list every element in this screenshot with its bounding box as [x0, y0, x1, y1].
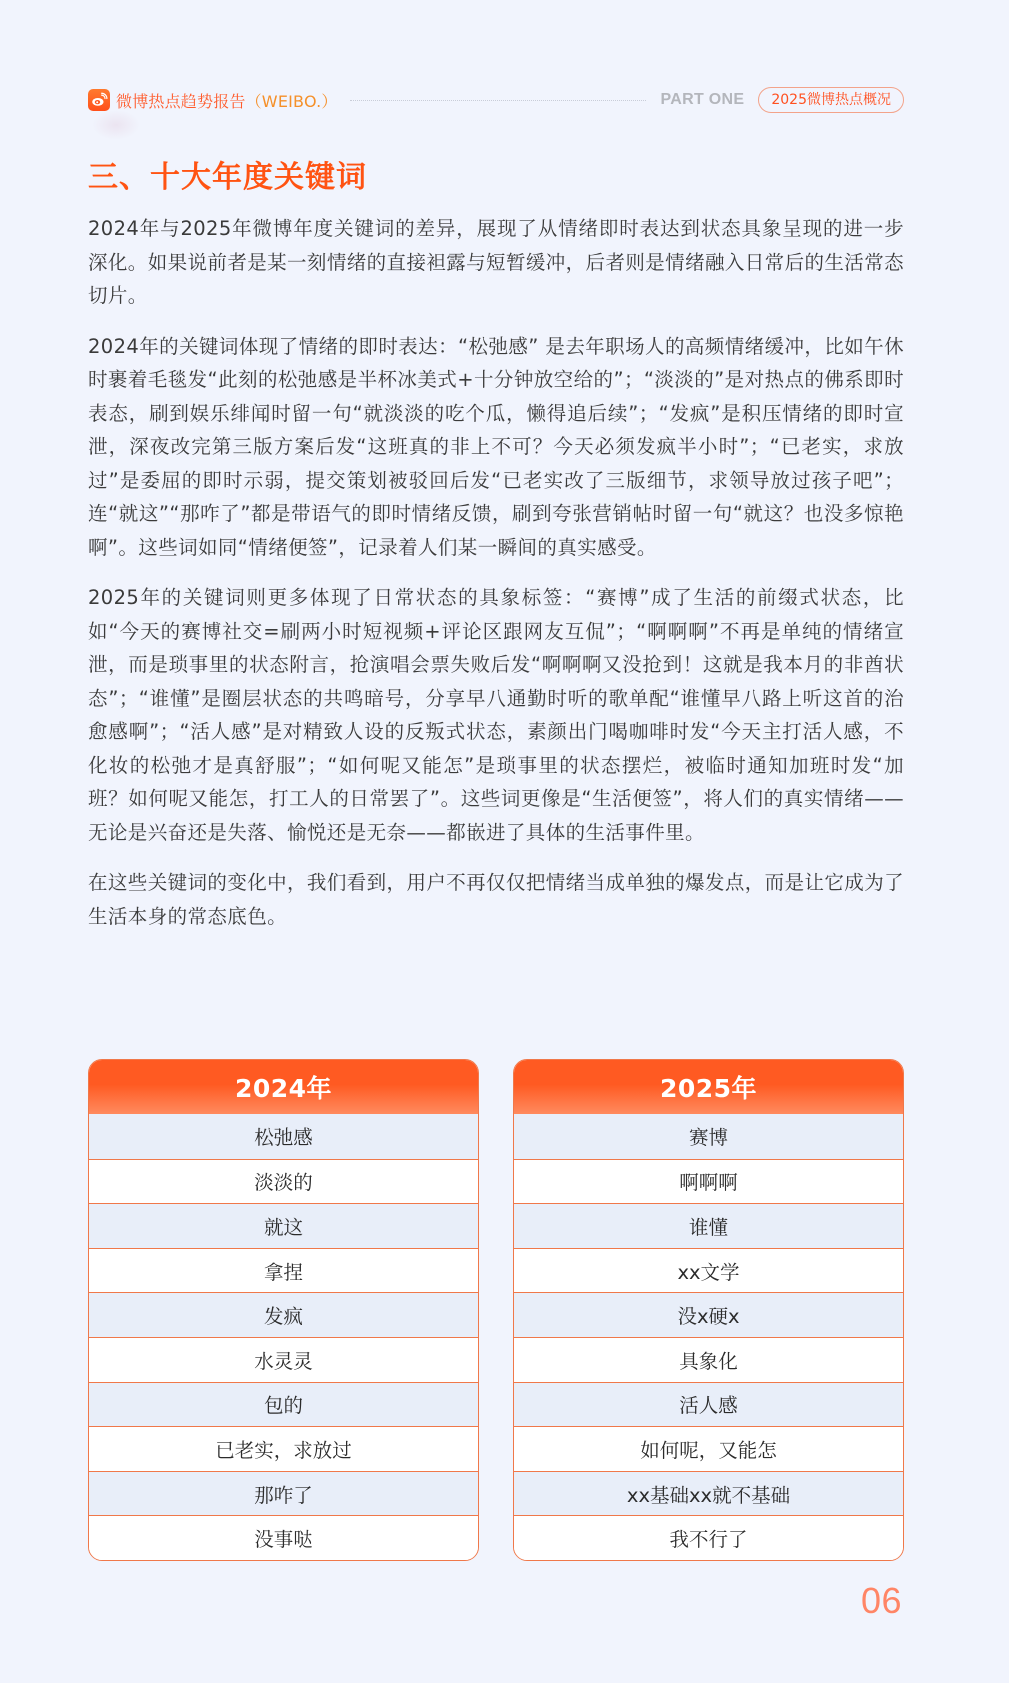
- table-body: [89, 1114, 478, 1560]
- table-row: 我不行了: [514, 1515, 903, 1560]
- table-row: 发疯: [89, 1292, 478, 1337]
- paragraph-2025: 2025年的关键词则更多体现了日常状态的具象标签：“赛博”成了生活的前缀式状态，比如“今天的赛博社交=刷两小时短视频+评论区跟网友互侃”；“啊啊啊”不再是单纯的情绪宣泄，而是琐事里的状态附言，抢演唱会票失败后发“啊啊啊又没抢到！这就是我本月的非酋状态”；“谁懂”是圈层状态的共鸣暗号，分享早八通勤时听的歌单配“谁懂早八路上听这首的治愈感啊”；“活人感”是对精致人设的反叛式状态，素颜出门喝咖啡时发“今天主打活人感，不化妆的松弛才是真舒服”；“如何呢又能怎”是琐事里的状态摆烂，被临时通知加班时发“加班？如何呢又能怎，打工人的日常罢了”。这些词更像是“生活便签”，将人们的真实情绪——无论是兴奋还是失落、愉悦还是无奈——都嵌进了具体的生活事件里。: [88, 586, 904, 844]
- weibo-icon: [88, 89, 110, 111]
- page-number: 06: [860, 1580, 902, 1621]
- table-row: 谁懂: [514, 1203, 903, 1248]
- table-row: 水灵灵: [89, 1337, 478, 1382]
- keyword-tables: [88, 1059, 904, 1561]
- page-header: [88, 87, 904, 113]
- decorative-shadow: [92, 110, 140, 140]
- body-text: [88, 212, 904, 950]
- table-row: 淡淡的: [89, 1159, 478, 1204]
- table-header: 2024年: [89, 1060, 478, 1114]
- table-row: 包的: [89, 1382, 478, 1427]
- paragraph-intro: 2024年与2025年微博年度关键词的差异，展现了从情绪即时表达到状态具象呈现的进一步深化。如果说前者是某一刻情绪的直接袒露与短暂缓冲，后者则是情绪融入日常后的生活常态切片。: [88, 217, 904, 307]
- table-header: 2025年: [514, 1060, 903, 1114]
- paragraph-2024: 2024年的关键词体现了情绪的即时表达：“松弛感” 是去年职场人的高频情绪缓冲，比如午休时裹着毛毯发“此刻的松弛感是半杯冰美式+十分钟放空给的”；“淡淡的”是对热点的佛系即时表态，刷到娱乐绯闻时留一句“就淡淡的吃个瓜，懒得追后续”；“发疯”是积压情绪的即时宣泄，深夜改完第三版方案后发“这班真的非上不可？今天必须发疯半小时”；“已老实，求放过”是委屈的即时示弱，提交策划被驳回后发“已老实改了三版细节，求领导放过孩子吧”；连“就这”“那咋了”都是带语气的即时情绪反馈，刷到夸张营销帖时留一句“就这？也没多惊艳啊”。这些词如同“情绪便签”，记录着人们某一瞬间的真实感受。: [88, 334, 904, 559]
- dotted-divider: [350, 100, 647, 101]
- table-row: 那咋了: [89, 1471, 478, 1516]
- table-row: 就这: [89, 1203, 478, 1248]
- table-row: 没x硬x: [514, 1292, 903, 1337]
- table-row: 如何呢，又能怎: [514, 1426, 903, 1471]
- table-row: 啊啊啊: [514, 1159, 903, 1204]
- keyword-table-2025: [513, 1059, 904, 1561]
- section-pill: 2025微博热点概况: [758, 87, 904, 113]
- table-row: 具象化: [514, 1337, 903, 1382]
- keyword-table-2024: [88, 1059, 479, 1561]
- table-row: xx基础xx就不基础: [514, 1471, 903, 1516]
- report-title: 微博热点趋势报告（WEIBO.）: [116, 91, 338, 111]
- table-row: 活人感: [514, 1382, 903, 1427]
- table-row: xx文学: [514, 1248, 903, 1293]
- table-row: 松弛感: [89, 1114, 478, 1159]
- table-body: [514, 1114, 903, 1560]
- paragraph-conclusion: 在这些关键词的变化中，我们看到，用户不再仅仅把情绪当成单独的爆发点，而是让它成为了生活本身的常态底色。: [88, 871, 904, 928]
- table-row: 赛博: [514, 1114, 903, 1159]
- table-row: 拿捏: [89, 1248, 478, 1293]
- section-title: 三、十大年度关键词: [88, 160, 367, 195]
- table-row: 没事哒: [89, 1515, 478, 1560]
- part-label: PART ONE: [660, 91, 745, 108]
- table-row: 已老实，求放过: [89, 1426, 478, 1471]
